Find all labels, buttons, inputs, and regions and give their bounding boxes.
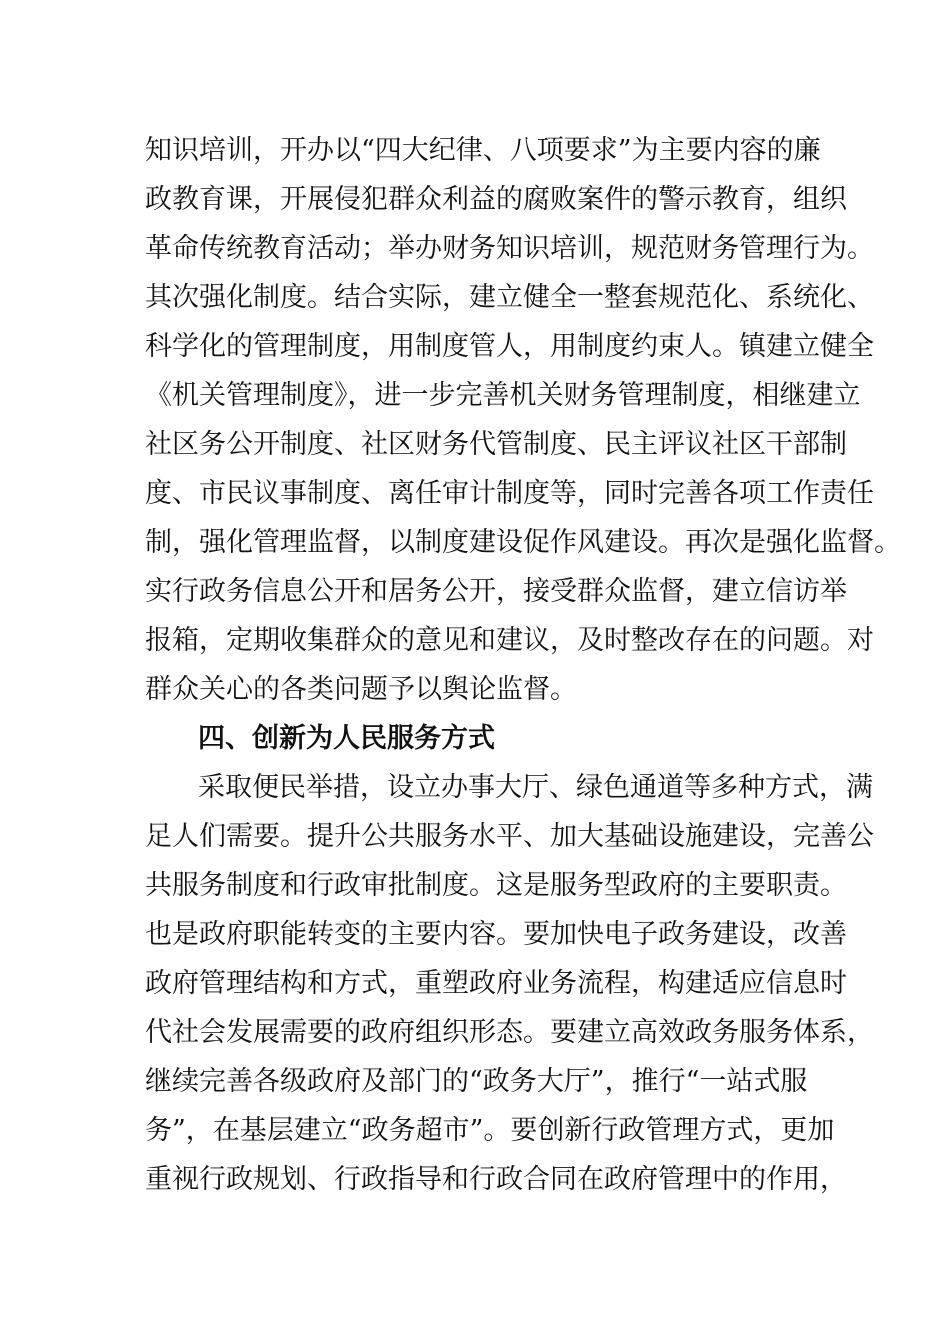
paragraph-line: 务”，在基层建立“政务超市”。要创新行政管理方式，更加 (145, 1115, 835, 1146)
paragraph-line: 重视行政规划、行政指导和行政合同在政府管理中的作用， (145, 1164, 847, 1195)
paragraph-line: 社区务公开制度、社区财务代管制度、民主评议社区干部制 (145, 429, 847, 460)
paragraph-line: 实行政务信息公开和居务公开，接受群众监督，建立信访举 (145, 576, 847, 607)
paragraph-line: 继续完善各级政府及部门的“政务大厅”，推行“一站式服 (145, 1066, 808, 1097)
paragraph-line: 采取便民举措，设立办事大厅、绿色通道等多种方式，满 (198, 772, 873, 803)
paragraph-line: 足人们需要。提升公共服务水平、加大基础设施建设，完善公 (145, 821, 874, 852)
paragraph-line: 报箱，定期收集群众的意见和建议，及时整改存在的问题。对 (145, 625, 874, 656)
paragraph-line: 群众关心的各类问题予以舆论监督。 (145, 674, 577, 705)
paragraph-line: 《机关管理制度》，进一步完善机关财务管理制度，相继建立 (145, 380, 861, 411)
section-heading: 四、创新为人民服务方式 (198, 723, 495, 754)
paragraph-line: 制，强化管理监督，以制度建设促作风建设。再次是强化监督。 (145, 527, 901, 558)
paragraph-line: 知识培训，开办以“四大纪律、八项要求”为主要内容的廉 (145, 135, 821, 166)
paragraph-line: 代社会发展需要的政府组织形态。要建立高效政务服务体系， (145, 1017, 874, 1048)
paragraph-line: 度、市民议事制度、离任审计制度等，同时完善各项工作责任 (145, 478, 874, 509)
paragraph-line: 共服务制度和行政审批制度。这是服务型政府的主要职责。 (145, 870, 847, 901)
paragraph-line: 革命传统教育活动；举办财务知识培训，规范财务管理行为。 (145, 233, 874, 264)
paragraph-line: 政教育课，开展侵犯群众利益的腐败案件的警示教育，组织 (145, 184, 847, 215)
paragraph-line: 科学化的管理制度，用制度管人，用制度约束人。镇建立健全 (145, 331, 874, 362)
paragraph-line: 政府管理结构和方式，重塑政府业务流程，构建适应信息时 (145, 968, 847, 999)
paragraph-line: 也是政府职能转变的主要内容。要加快电子政务建设，改善 (145, 919, 847, 950)
paragraph-line: 其次强化制度。结合实际，建立健全一整套规范化、系统化、 (145, 282, 874, 313)
